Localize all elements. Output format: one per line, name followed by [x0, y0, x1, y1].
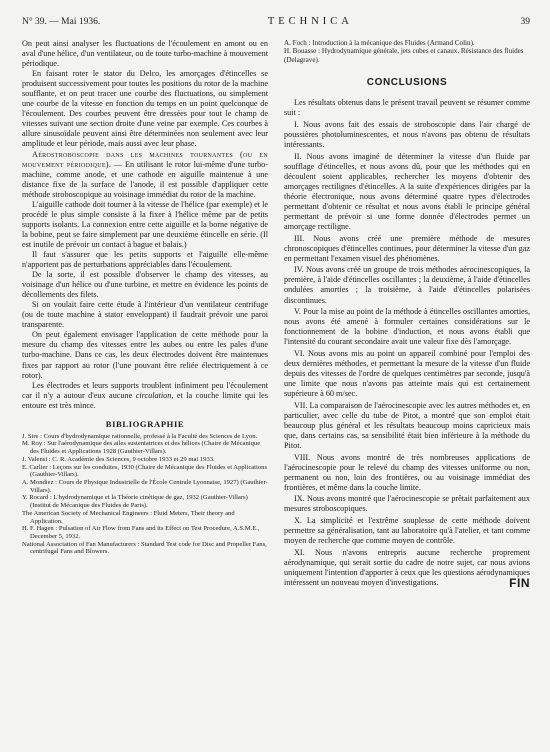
- paragraph: Il faut s'assurer que les petits supports et l'aiguille elle-même n'apportent pas de perturbations appréciables dans l'écoulement.: [22, 249, 268, 270]
- conclusion-item: VIII. Nous avons montré de très nombreuses applications de l'aérocinescopie pour le relevé du champ des vitesses uniforme ou non, permanent ou non, loin des frontières, ou au voisinage immédiat des frontières, et même dans la couche limite.: [284, 452, 530, 492]
- bibliography-heading: BIBLIOGRAPHIE: [105, 418, 185, 429]
- journal-title: TECHNICA: [267, 16, 353, 27]
- conclusions-heading: CONCLUSIONS: [366, 77, 448, 89]
- conclusion-item: II. Nous avons imaginé de déterminer la vitesse d'un fluide par soufflage d'étincelles, et nous avons dû, pour que les méthodes qui en découlent soient applicables, rechercher les moyens d'obtenir des amorçages rectilignes d'étincelles. A la suite d'expériences dirigées par la théorie électronique, nous avons déterminé quatre types d'électrodes permettant d'obtenir ce résultat et nous avons établi le principe général permettant de prévoir si une forme donnée d'électrodes permet un amorçage rectiligne.: [284, 151, 530, 232]
- section-paragraph: [22, 150, 268, 200]
- issue-date: N° 39. — Mai 1936.: [22, 17, 101, 27]
- end-mark: FIN: [509, 575, 530, 590]
- paragraph: En faisant roter le stator du Delco, les amorçages d'étincelles se produisent successivement pour toutes les positions du rotor de la machine soufflante, et on peut tracer une courbe des fluctuations, ou simplement une courbe de la vitesse en fonction du temps en un point quelconque de l'écoulement. Des courbes peuvent être dressées pour tout le champ de vitesses suivant une section droite d'une veine par exemple. Ces courbes à allure sinusoïdale peuvent ainsi être déterminées non seulement avec leur amplitude et leur période, mais aussi avec leur phase.: [22, 69, 268, 149]
- paragraph: L'aiguille cathode doit tourner à la vitesse de l'hélice (par exemple) et le procédé le plus simple consiste à la fixer à l'hélice même par de petits supports isolants. La connexion entre cette aiguille et la borne négative de la bobine, peut se faire simplement par une deuxième étincelle en série. (Il est inutile de prévoir un contact à bague et balais.): [22, 199, 268, 249]
- paragraph: On peut ainsi analyser les fluctuations de l'écoulement en amont ou en aval d'une hélice, d'un ventilateur, ou de toute turbo-machine à mouvement périodique.: [22, 39, 268, 69]
- conclusion-item: VII. La comparaison de l'aérocinescopie avec les autres méthodes et, en particulier, avec celle du tube de Pitot, a montré que son emploi était beaucoup plus général et les résultats beaucoup moins capricieux mais que, dans certains cas, sa sensibilité était bien inférieure à la méthode du Pitot.: [284, 400, 530, 450]
- conclusion-item: I. Nous avons fait des essais de stroboscopie dans l'air chargé de poussières photoluminescentes, et nous n'avons pas obtenu de résultats intéressants.: [284, 119, 530, 150]
- bibliography-entry: A. Mondiez : Cours de Physique Industrielle de l'École Centrale Lyonnaise, 1927) (Gauthier-Villars).: [22, 479, 268, 494]
- emphasis: circulation: [135, 390, 172, 400]
- bibliography-entry: H. F. Hagen : Pulsation of Air Flow from Fans and its Effect on Test Procedure, A.S.M.E., December 5, 1932.: [22, 525, 260, 540]
- paragraph: Les résultats obtenus dans le présent travail peuvent se résumer comme suit :: [284, 98, 530, 118]
- bibliography-entry: National Association of Fan Manufacturers : Standard Test code for Disc and Propeller Fans, centrifugal Fans and Blowers.: [22, 540, 267, 556]
- section-heading: Aérostroboscopie dans les machines tournantes (ou en mouvement périodique).: [22, 149, 268, 169]
- conclusion-item: V. Pour la mise au point de la méthode à étincelles oscillantes amorties, nous avons été amené à formuler certaines considérations sur le fonctionnement de la bobine d'induction, et nous avons établi que l'intensité du courant secondaire avait une valeur fixe dès l'amorçage.: [284, 307, 530, 347]
- paragraph: Les électrodes et leurs supports troublent infiniment peu l'écoulement car il n'y a autour d'eux aucune circulation, et la couche limite qui les entoure est très mince.: [22, 380, 268, 410]
- bibliography-continued: [284, 39, 530, 64]
- conclusion-item: X. La simplicité et l'extrême souplesse de cette méthode doivent permettre sa généralisation, tant au laboratoire qu'à l'atelier, et tant comme moyen de recherche que comme moyen de contrôle.: [284, 516, 530, 546]
- bibliography-list: [22, 433, 268, 556]
- right-column: [284, 39, 530, 590]
- bibliography-entry: Y. Rocard : L'hydrodynamique et la Théorie cinétique de gaz, 1932 (Gauthier-Villars) (Institut de Mécanique des Fluides de Paris).: [22, 494, 248, 510]
- bibliography-entry: J. Sire : Cours d'hydrodynamique rationnelle, professé à la Faculté des Sciences de Lyon.: [22, 432, 258, 440]
- paragraph: On peut également envisager l'application de cette méthode pour la mesure du champ des vitesses entre les aubes ou entre les pales d'une turbo-machine. Dans ce cas, les deux électrodes doivent être maintenues fixes par rapport au rotor (l'une pouvant être reliée électriquement à ce rotor).: [22, 330, 268, 380]
- bibliography-entry: A. Foch : Introduction à la mécanique des Fluides (Armand Colin).: [284, 39, 475, 47]
- running-header: [22, 16, 530, 29]
- two-column-body: [22, 39, 530, 590]
- conclusion-item: IV. Nous avons créé un groupe de trois méthodes aérocinescopiques, la première, à l'aide d'étincelles oscillantes ; la deuxième, à l'aide d'étincelles ondulées amorties ; la troisième, à l'aide d'étincelles polarisées discontinues.: [284, 265, 530, 305]
- left-column: [22, 39, 268, 590]
- paragraph: De la sorte, il est possible d'observer le champ des vitesses, au voisinage d'un hélice ou d'une turbine, et mettre en évidence les points de décollements des filets.: [22, 270, 268, 300]
- conclusion-item: IX. Nous avons montré que l'aérocinescopie se prêtait parfaitement aux mesures stroboscopiques.: [284, 494, 530, 514]
- bibliography-entry: E. Carlier : Leçons sur les conduites, 1930 (Chaire de Mécanique des Fluides et Applications (Gauthier-Villars).: [22, 463, 268, 479]
- conclusion-item: III. Nous avons créé une première méthode de mesures chronoscopiques d'étincelles continues, pour déterminer la vitesse d'un gaz en permettant l'examen visuel des phénomènes.: [284, 233, 530, 263]
- page-number: 39: [520, 17, 530, 27]
- conclusion-item: XI. Nous n'avons entrepris aucune recherche proprement aérodynamique, qui serait sortie du cadre de notre sujet, car nous avions uniquement l'intention d'apporter à ceux que les questions aérodynamiques intéressent un nouveau moyen d'investigations. FIN: [284, 547, 530, 590]
- bibliography-entry: H. Bouasse : Hydrodynamique générale, jets cubes et canaux. Résistance des fluides (Delagrave).: [284, 47, 524, 64]
- bibliography-entry: The American Society of Mechanical Engineers : Fluid Meters, Their theory and Application.: [22, 509, 235, 525]
- conclusion-item: VI. Nous avons mis au point un appareil combiné pour l'emploi des deux dernières méthodes, et permettant la mesure de la vitesse d'un fluide depuis des vitesses de l'ordre de quelques centimètres par seconde, jusqu'à une limite que nous n'avons pas atteinte mais qui est certainement supérieure à 60 m/sec.: [284, 348, 530, 399]
- paragraph: Si on voulait faire cette étude à l'intérieur d'un ventilateur centrifuge (ou de toute machine à stator enveloppant) il faudrait prévoir une paroi transparente.: [22, 300, 268, 330]
- bibliography-entry: M. Roy : Sur l'aérodynamique des ailes sustentatrices et des hélices (Chaire de Mécanique des Fluides et Applications 1928 (Gauthier-Villars).: [22, 440, 261, 456]
- bibliography-entry: J. Valensi : C. R. Académie des Sciences, 9 octobre 1933 et 29 mai 1933.: [22, 455, 215, 463]
- section-text: — En utilisant le rotor lui-même d'une turbo-machine, comme anode, et une cathode en aiguille maintenue à une distance fixe de la surface de l'anode, il est possible d'appliquer cette méthode stroboscopique au voisinage immédiat du rotor de la machine.: [22, 159, 268, 199]
